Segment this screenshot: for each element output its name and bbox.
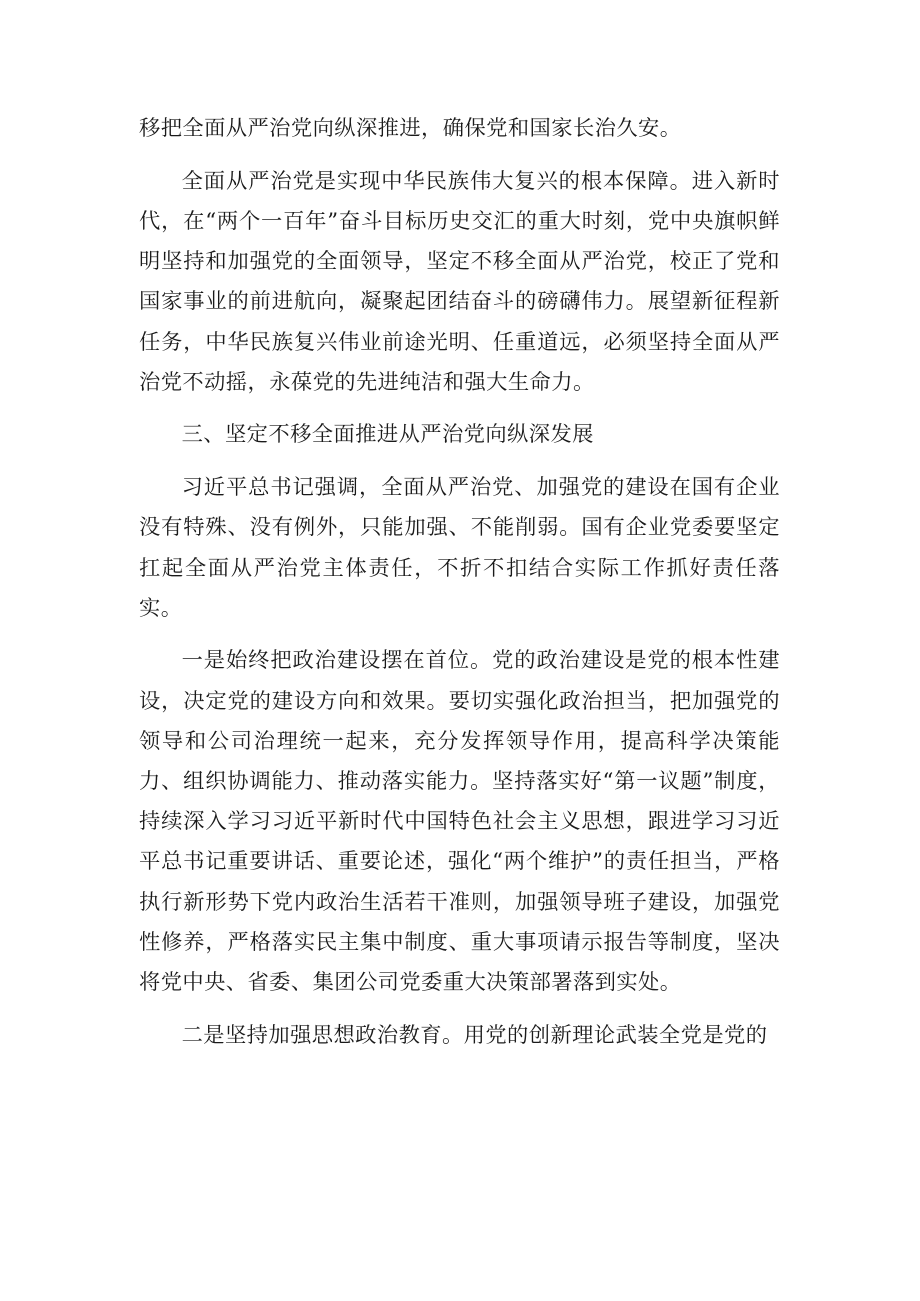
paragraph-ideological-education: 二是坚持加强思想政治教育。用党的创新理论武装全党是党的 — [181, 1022, 768, 1048]
paragraph-fundamental-guarantee: 全面从严治党是实现中华民族伟大复兴的根本保障。进入新时代，在“两个一百年”奋斗目标历史交汇的重大时刻，党中央旗帜鲜明坚持和加强党的全面领导，坚定不移全面从严治党，校正了党和国家事业的前进航向，凝聚起团结奋斗的磅礴伟力。展望新征程新任务，中华民族复兴伟业前途光明、任重道远，必须坚持全面从严治党不动摇，永葆党的先进纯洁和强大生命力。 — [139, 168, 780, 395]
paragraph-political-construction: 一是始终把政治建设摆在首位。党的政治建设是党的根本性建设，决定党的建设方向和效果。要切实强化政治担当，把加强党的领导和公司治理统一起来，充分发挥领导作用，提高科学决策能力、组织协调能力、推动落实能力。坚持落实好“第一议题”制度，持续深入学习习近平新时代中国特色社会主义思想，跟进学习习近平总书记重要讲话、重要论述，强化“两个维护”的责任担当，严格执行新形势下党内政治生活若干准则，加强领导班子建设，加强党性修养，严格落实民主集中制度、重大事项请示报告等制度，坚决将党中央、省委、集团公司党委重大决策部署落到实处。 — [139, 648, 780, 996]
document-body — [139, 109, 780, 1056]
section-heading-three: 三、坚定不移全面推进从严治党向纵深发展 — [181, 422, 594, 448]
paragraph-soe-responsibility: 习近平总书记强调，全面从严治党、加强党的建设在国有企业没有特殊、没有例外，只能加强、不能削弱。国有企业党委要坚定扛起全面从严治党主体责任，不折不扣结合实际工作抓好责任落实。 — [139, 475, 780, 621]
paragraph-continuation: 移把全面从严治党向纵深推进，确保党和国家长治久安。 — [139, 116, 682, 141]
